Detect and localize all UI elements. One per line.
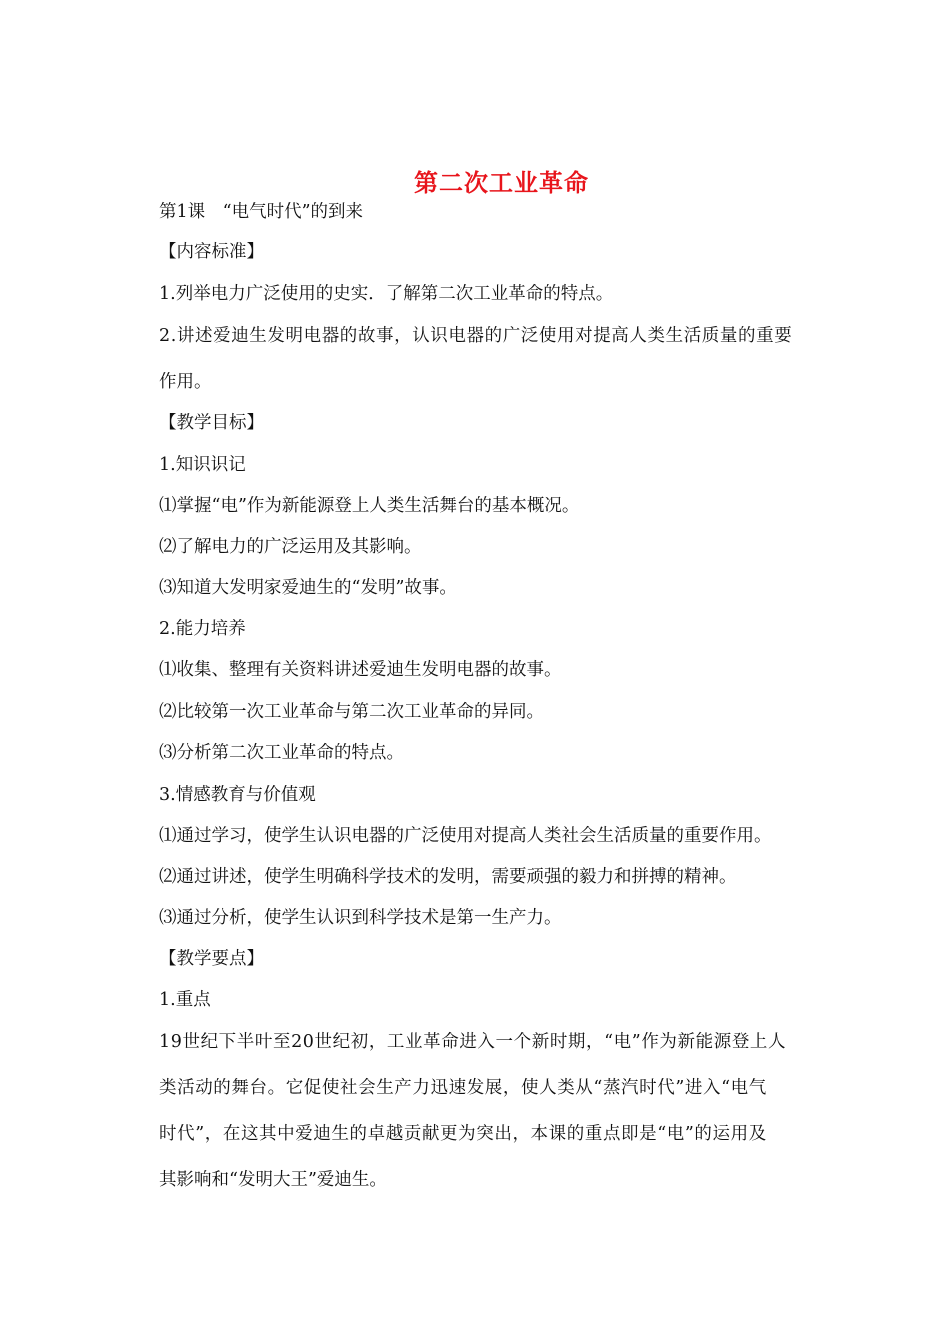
goal-ability-item-1: ⑴收集、整理有关资料讲述爱迪生发明电器的故事。 xyxy=(159,660,562,680)
focus-paragraph-line-1: 19世纪下半叶至20世纪初，工业革命进入一个新时期，“电”作为新能源登上人 xyxy=(159,1032,787,1052)
goal-ability-heading: 2.能力培养 xyxy=(159,619,246,639)
goal-emotion-item-2: ⑵通过讲述，使学生明确科学技术的发明，需要顽强的毅力和拼搏的精神。 xyxy=(159,867,737,887)
document-title: 第二次工业革命 xyxy=(414,168,589,197)
goal-emotion-heading: 3.情感教育与价值观 xyxy=(159,785,316,805)
goal-ability-item-3: ⑶分析第二次工业革命的特点。 xyxy=(159,743,404,763)
goal-knowledge-item-1: ⑴掌握“电”作为新能源登上人类生活舞台的基本概况。 xyxy=(159,496,580,516)
key-points-focus-heading: 1.重点 xyxy=(159,990,211,1010)
goal-knowledge-item-2: ⑵了解电力的广泛运用及其影响。 xyxy=(159,537,422,557)
focus-paragraph-line-3: 时代”，在这其中爱迪生的卓越贡献更为突出，本课的重点即是“电”的运用及 xyxy=(159,1124,767,1144)
goal-ability-item-2: ⑵比较第一次工业革命与第二次工业革命的异同。 xyxy=(159,702,544,722)
section-heading-key-points: 【教学要点】 xyxy=(159,949,264,969)
focus-paragraph-line-4: 其影响和“发明大王”爱迪生。 xyxy=(159,1170,387,1190)
goal-emotion-item-1: ⑴通过学习，使学生认识电器的广泛使用对提高人类社会生活质量的重要作用。 xyxy=(159,826,772,846)
standard-item-2-line-1: 2.讲述爱迪生发明电器的故事，认识电器的广泛使用对提高人类生活质量的重要 xyxy=(159,326,793,346)
standard-item-2-line-2: 作用。 xyxy=(159,372,212,392)
standard-item-1: 1.列举电力广泛使用的史实．了解第二次工业革命的特点。 xyxy=(159,284,614,304)
focus-paragraph-line-2: 类活动的舞台。它促使社会生产力迅速发展，使人类从“蒸汽时代”进入“电气 xyxy=(159,1078,767,1098)
goal-knowledge-item-3: ⑶知道大发明家爱迪生的“发明”故事。 xyxy=(159,578,457,598)
section-heading-content-standard: 【内容标准】 xyxy=(159,242,264,262)
goal-knowledge-heading: 1.知识识记 xyxy=(159,455,246,475)
section-heading-teaching-goals: 【教学目标】 xyxy=(159,413,264,433)
goal-emotion-item-3: ⑶通过分析，使学生认识到科学技术是第一生产力。 xyxy=(159,908,562,928)
lesson-heading: 第1课 “电气时代”的到来 xyxy=(159,202,364,222)
